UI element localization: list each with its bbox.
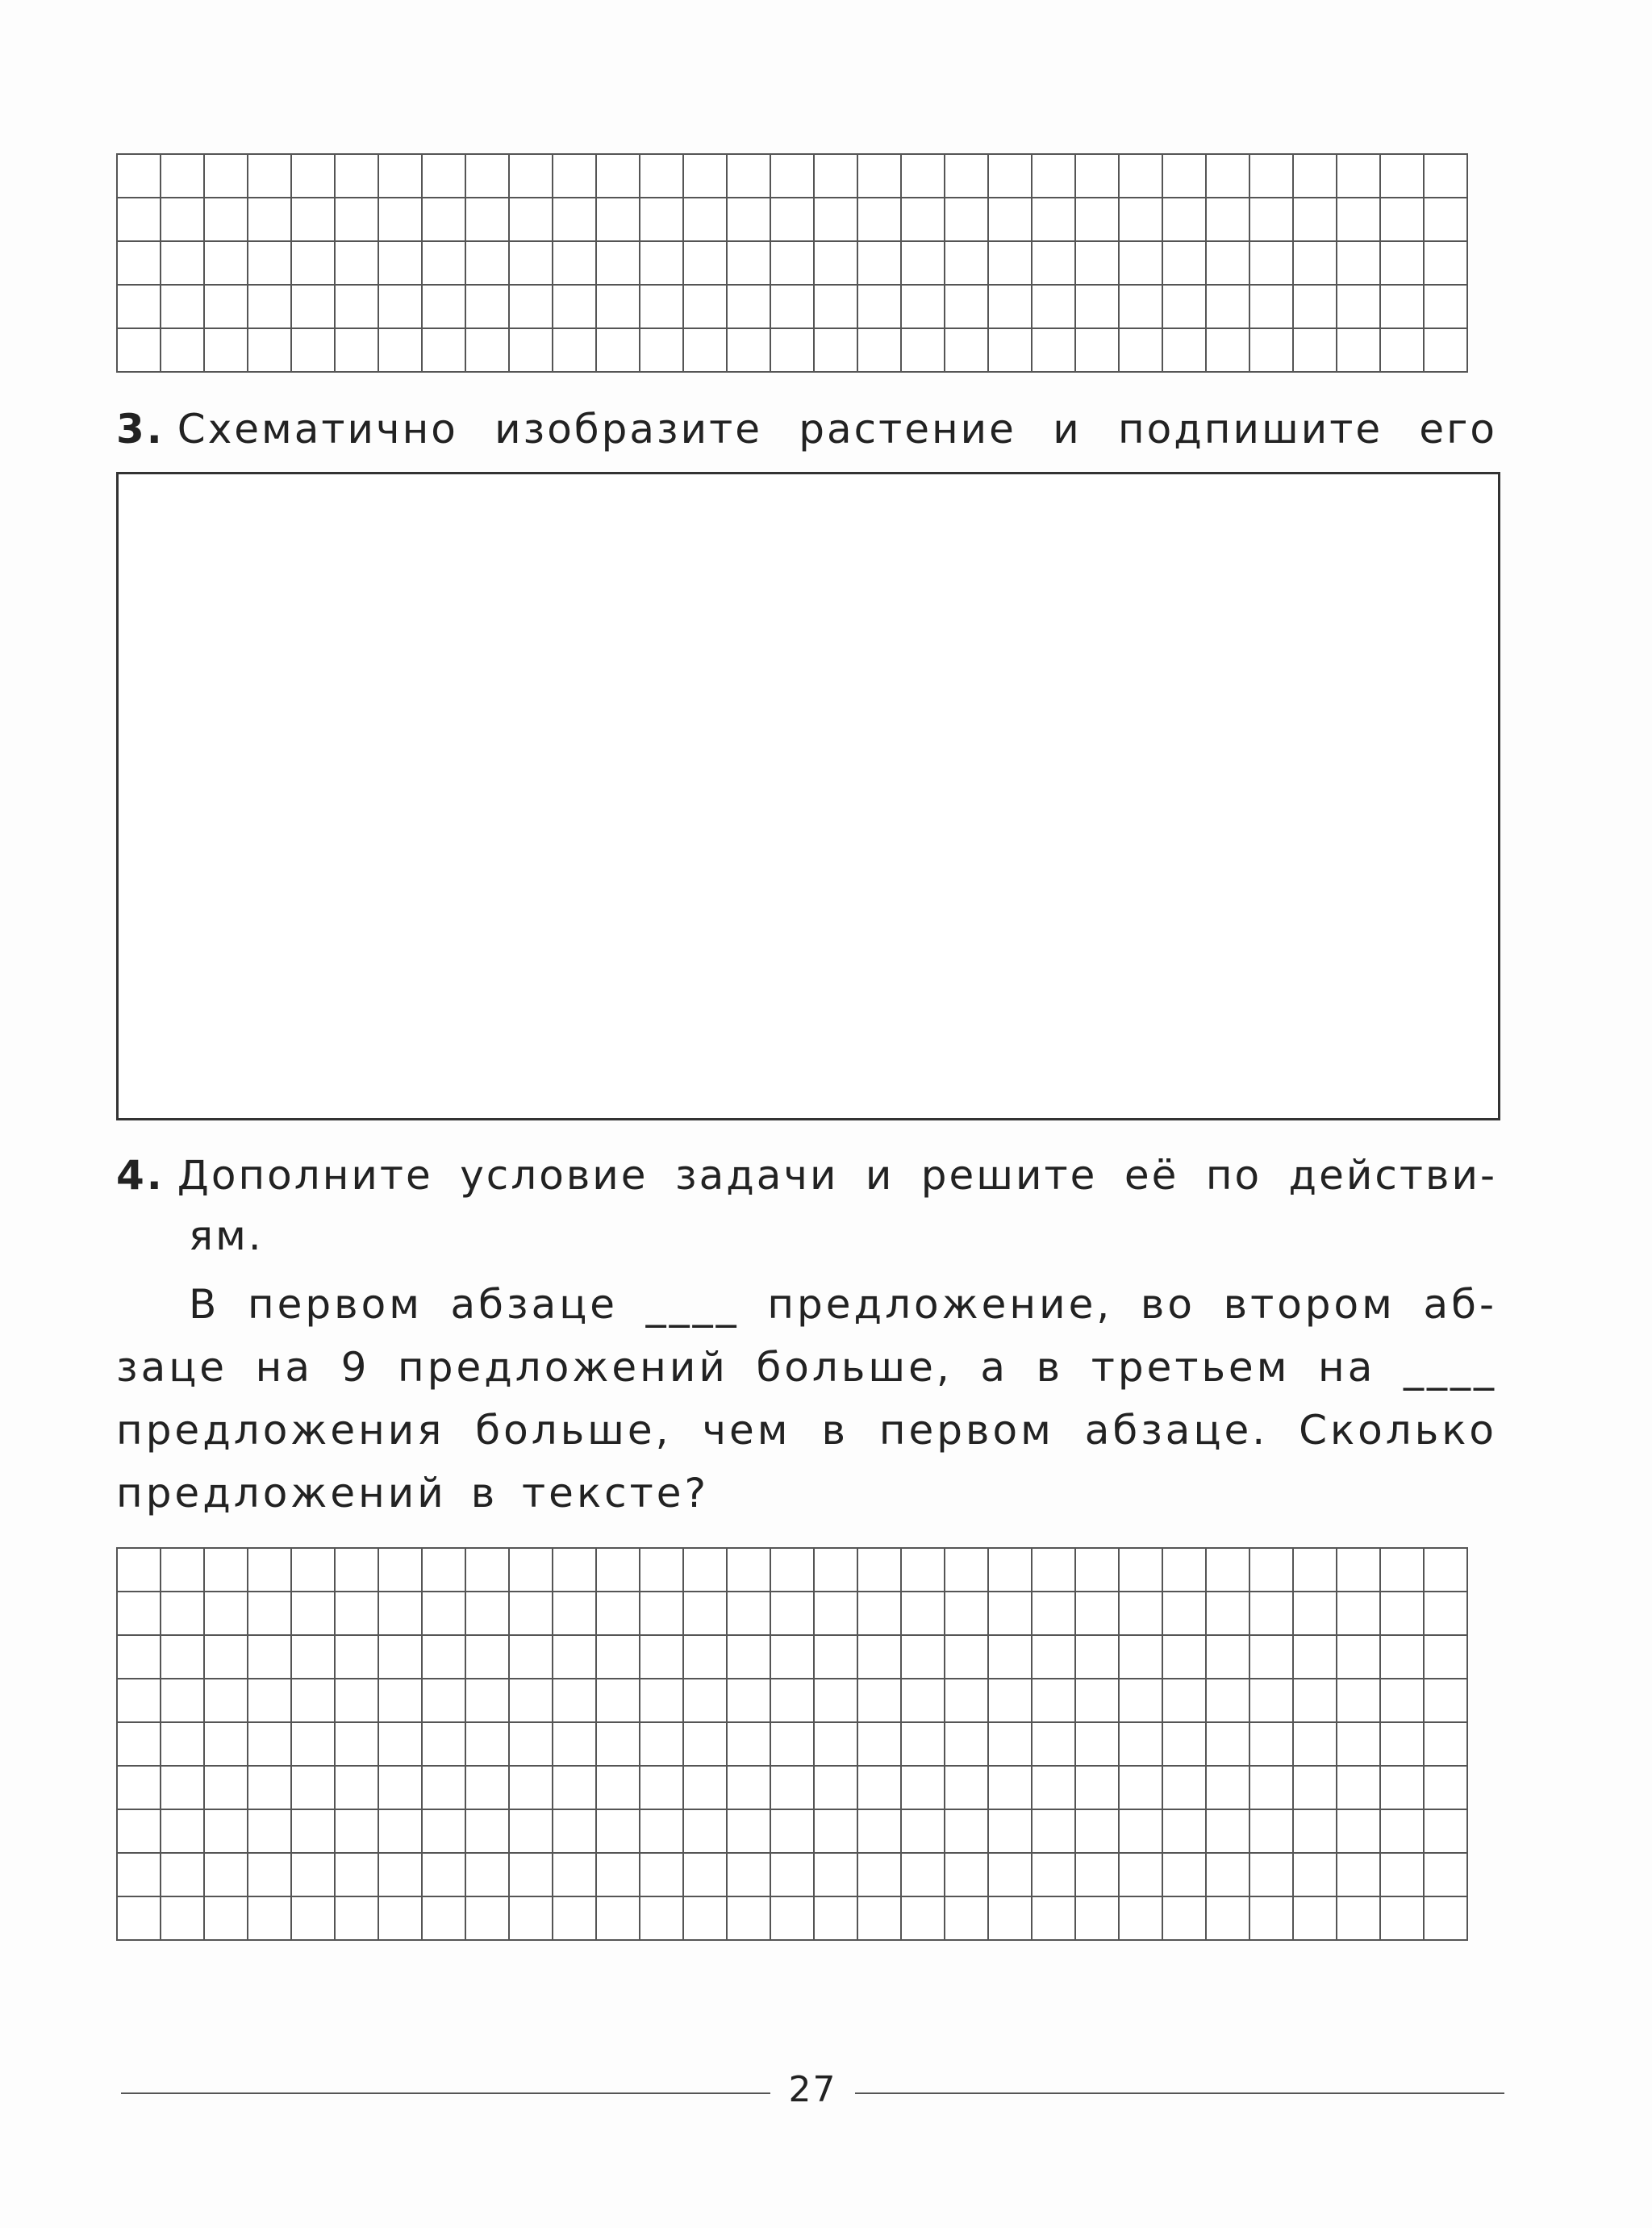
problem-line-2: заце на 9 предложений больше, а в третьем на ____ (116, 1344, 1497, 1391)
task-3-text: Схематично изобразите растение и подпишите его (177, 406, 1497, 453)
task-4-heading-line-2: ям. (189, 1212, 264, 1259)
drawing-area[interactable] (116, 472, 1500, 1120)
footer-rule-right (855, 2092, 1504, 2094)
page-number: 27 (788, 2069, 837, 2110)
task-4-number: 4. (116, 1152, 165, 1199)
answer-grid-top[interactable] (116, 153, 1468, 373)
problem-line-1: В первом абзаце ____ предложение, во втором аб- (189, 1281, 1497, 1328)
problem-line-3: предложения больше, чем в первом абзаце. Сколько (116, 1407, 1497, 1454)
footer-rule-left (121, 2092, 770, 2094)
problem-line-4: предложений в тексте? (116, 1470, 710, 1517)
task-4-heading (116, 1145, 1497, 1266)
task-4-problem-text (116, 1273, 1497, 1525)
task-4-heading-line-1: Дополните условие задачи и решите её по действи- (177, 1152, 1497, 1199)
answer-grid-bottom[interactable] (116, 1547, 1468, 1941)
task-3-number: 3. (116, 406, 165, 453)
